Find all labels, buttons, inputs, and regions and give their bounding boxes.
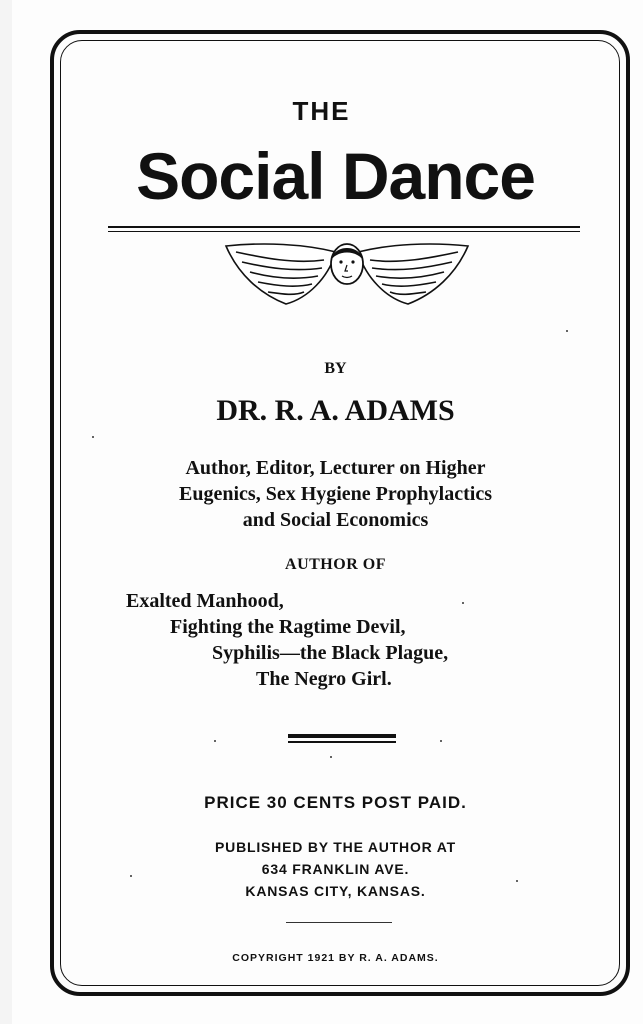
description-line: Author, Editor, Lecturer on Higher: [185, 457, 486, 479]
description-line: and Social Economics: [242, 509, 429, 531]
publisher-line: KANSAS CITY, KANSAS.: [245, 883, 426, 899]
work-title: Fighting the Ragtime Devil,: [170, 616, 406, 638]
title-rule: [108, 226, 580, 228]
work-title: Syphilis—the Black Plague,: [212, 642, 449, 664]
scan-speck: [330, 756, 332, 758]
author-description: [14, 455, 643, 533]
work-title: The Negro Girl.: [256, 668, 392, 690]
publisher-block: [14, 836, 643, 902]
description-line: Eugenics, Sex Hygiene Prophylactics: [179, 483, 492, 505]
scan-speck: [130, 875, 132, 877]
publisher-line: 634 FRANKLIN AVE.: [261, 861, 410, 877]
price-line: PRICE 30 CENTS POST PAID.: [204, 793, 467, 812]
scan-speck: [92, 436, 94, 438]
scan-speck: [516, 880, 518, 882]
title-rule-thin: [108, 231, 580, 232]
scan-speck: [566, 330, 568, 332]
author-name: DR. R. A. ADAMS: [216, 394, 455, 427]
author-of-label: AUTHOR OF: [285, 556, 386, 573]
work-title: Exalted Manhood,: [126, 590, 284, 612]
divider-ornament-thin: [288, 741, 396, 743]
winged-head-ornament: [224, 238, 470, 310]
title-article: THE: [292, 96, 351, 126]
publisher-line: PUBLISHED BY THE AUTHOR AT: [215, 839, 456, 855]
scan-speck: [214, 740, 216, 742]
by-line: BY: [324, 360, 347, 377]
book-title: Social Dance: [136, 139, 535, 213]
scan-speck: [462, 602, 464, 604]
divider-ornament: [288, 734, 396, 738]
copyright-line: COPYRIGHT 1921 BY R. A. ADAMS.: [232, 952, 439, 964]
copyright-rule: [286, 922, 392, 923]
scan-speck: [440, 740, 442, 742]
